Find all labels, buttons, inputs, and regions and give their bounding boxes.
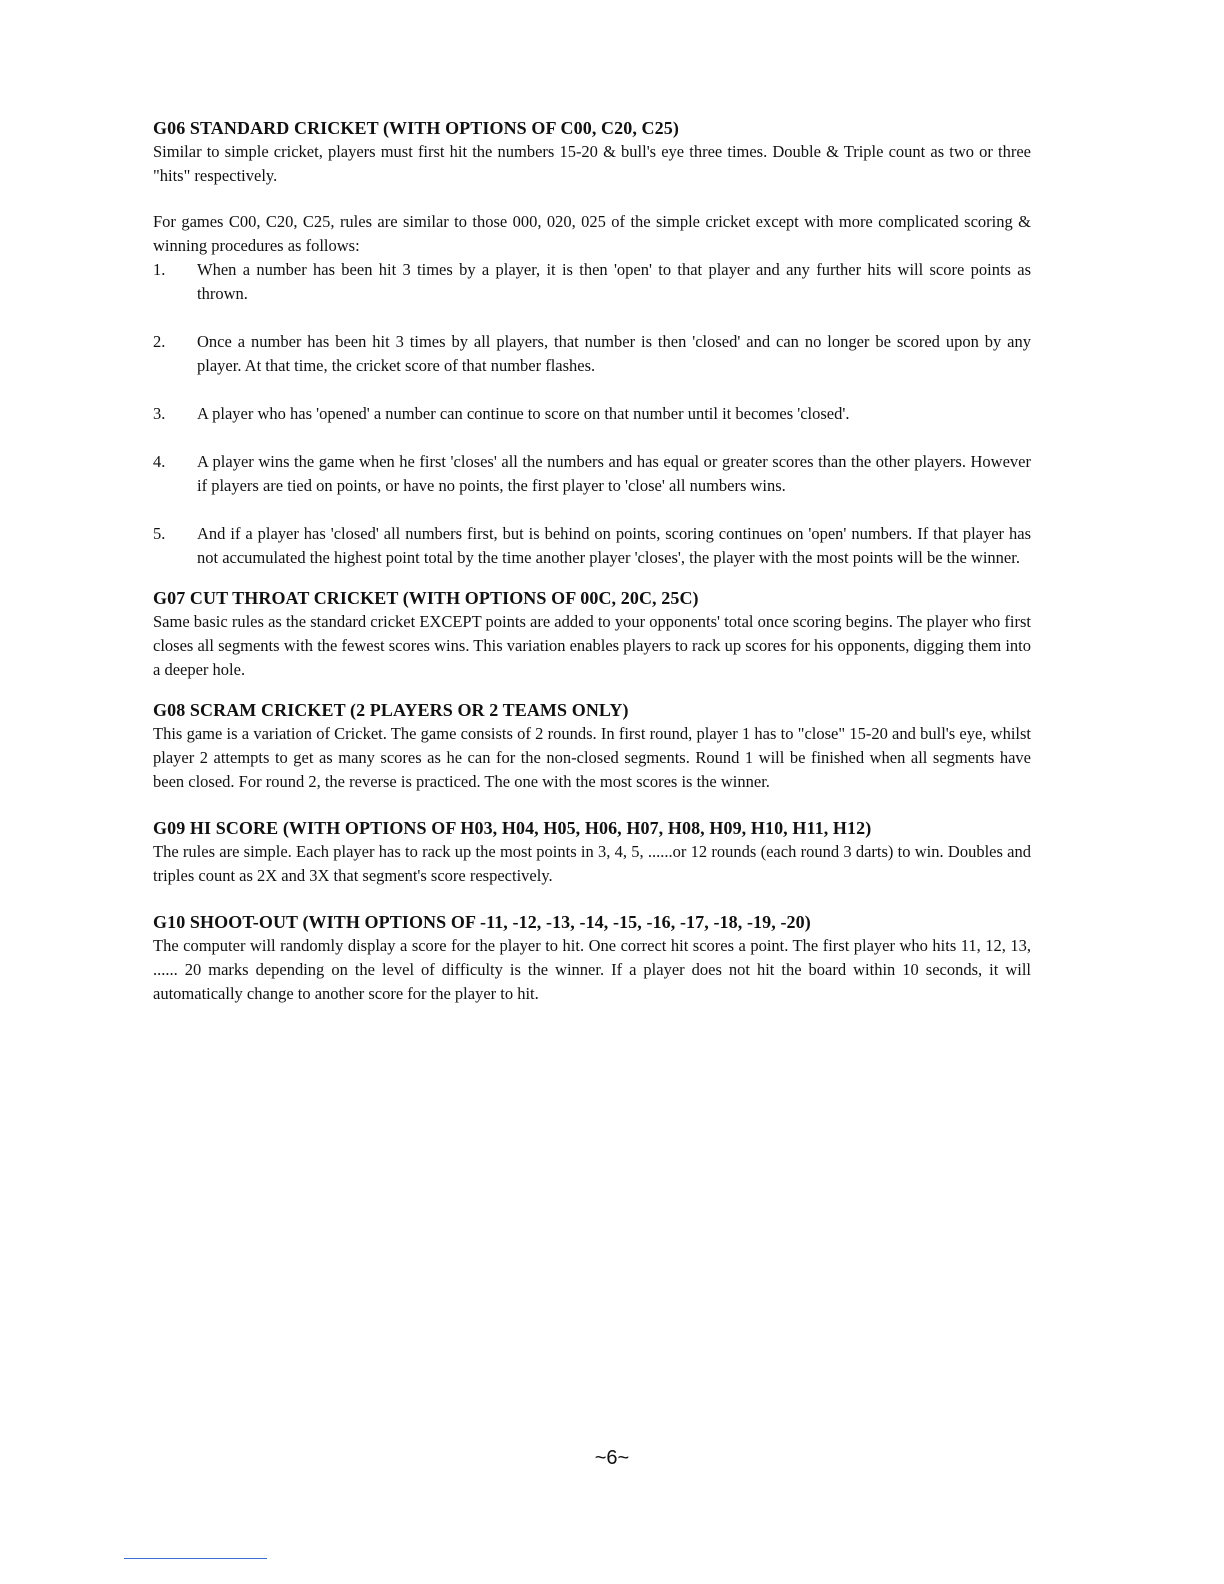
section-g09 <box>153 816 1031 888</box>
section-intro-2: For games C00, C20, C25, rules are similar to those 000, 020, 025 of the simple cricket except with more complicated scoring & winning procedures as follows: <box>153 212 1031 255</box>
manual-page <box>153 116 1031 1006</box>
section-g08 <box>153 698 1031 794</box>
section-g07 <box>153 586 1031 682</box>
rule-number: 3. <box>153 404 166 423</box>
section-body: Same basic rules as the standard cricket EXCEPT points are added to your opponents' total once scoring begins. The player who first closes all segments with the fewest scores wins. This variation enables players to rack up scores for his opponents, digging them into a deeper hole. <box>153 612 1031 679</box>
section-body: The rules are simple. Each player has to rack up the most points in 3, 4, 5, ......or 12 rounds (each round 3 darts) to win. Doubles and triples count as 2X and 3X that segment's score respectively. <box>153 842 1031 885</box>
section-g06 <box>153 116 1031 570</box>
rule-text: When a number has been hit 3 times by a player, it is then 'open' to that player and any further hits will score points as thrown. <box>197 260 1031 303</box>
rule-text: A player wins the game when he first 'closes' all the numbers and has equal or greater scores than the other players. However if players are tied on points, or have no points, the first player to 'close' all numbers wins. <box>197 452 1031 495</box>
rule-item <box>153 330 1031 378</box>
rules-list <box>153 258 1031 570</box>
rule-item <box>153 522 1031 570</box>
rule-number: 2. <box>153 332 166 351</box>
rule-text: And if a player has 'closed' all numbers first, but is behind on points, scoring continues on 'open' numbers. If that player has not accumulated the highest point total by the time another player 'closes', the player with the most points will be the winner. <box>197 524 1031 567</box>
section-body: The computer will randomly display a score for the player to hit. One correct hit scores a point. The first player who hits 11, 12, 13, ...... 20 marks depending on the level of difficulty is the winner. If a player does not hit the board within 10 seconds, it will automatically change to another score for the player to hit. <box>153 936 1031 1003</box>
section-intro: Similar to simple cricket, players must first hit the numbers 15-20 & bull's eye three times. Double & Triple count as two or three "hits" respectively. <box>153 142 1031 185</box>
section-heading: G09 HI SCORE (WITH OPTIONS OF H03, H04, H05, H06, H07, H08, H09, H10, H11, H12) <box>153 818 872 838</box>
section-heading: G06 STANDARD CRICKET (WITH OPTIONS OF C00, C20, C25) <box>153 118 679 138</box>
section-heading: G10 SHOOT-OUT (WITH OPTIONS OF -11, -12, -13, -14, -15, -16, -17, -18, -19, -20) <box>153 912 811 932</box>
rule-number: 4. <box>153 452 166 471</box>
rule-number: 5. <box>153 524 166 543</box>
section-body: This game is a variation of Cricket. The game consists of 2 rounds. In first round, player 1 has to "close" 15-20 and bull's eye, whilst player 2 attempts to get as many scores as he can for the non-closed segments. Round 1 will be finished when all segments have been closed. For round 2, the reverse is practiced. The one with the most scores is the winner. <box>153 724 1031 791</box>
section-heading: G08 SCRAM CRICKET (2 PLAYERS OR 2 TEAMS ONLY) <box>153 700 629 720</box>
rule-number: 1. <box>153 260 166 279</box>
rule-item <box>153 258 1031 306</box>
page-number: ~6~ <box>594 1447 630 1469</box>
rule-text: Once a number has been hit 3 times by all players, that number is then 'closed' and can no longer be scored upon by any player. At that time, the cricket score of that number flashes. <box>197 332 1031 375</box>
section-g10 <box>153 910 1031 1006</box>
rule-text: A player who has 'opened' a number can continue to score on that number until it becomes 'closed'. <box>197 404 850 423</box>
rule-item <box>153 450 1031 498</box>
section-heading: G07 CUT THROAT CRICKET (WITH OPTIONS OF 00C, 20C, 25C) <box>153 588 699 608</box>
rule-item <box>153 402 1031 426</box>
footer-divider <box>124 1558 267 1559</box>
